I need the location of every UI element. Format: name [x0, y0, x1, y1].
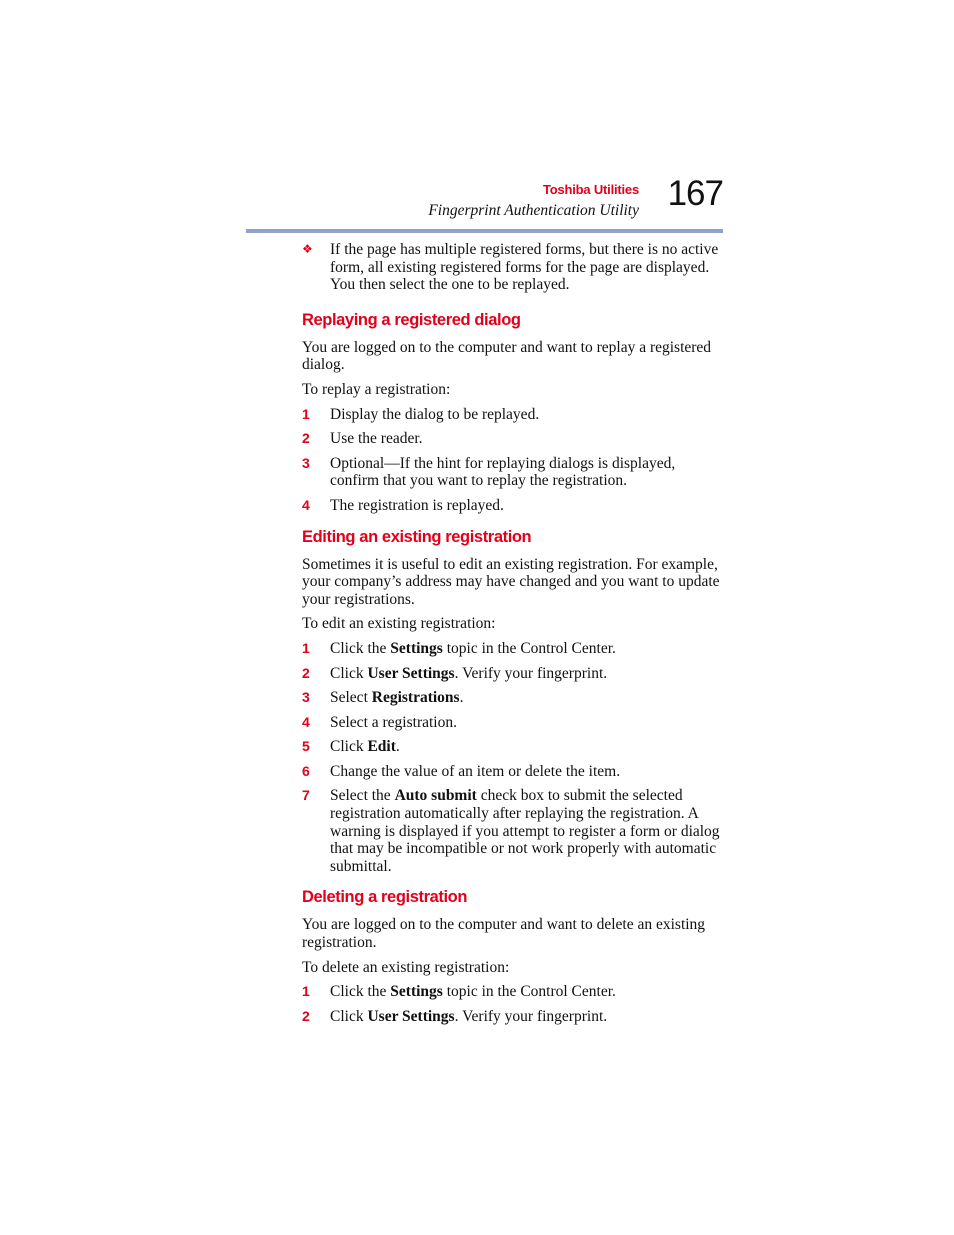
step-text-bold: Auto submit	[394, 787, 477, 805]
step-number: 2	[302, 1007, 310, 1024]
replaying-lead: To replay a registration:	[302, 380, 451, 398]
step-text-post: topic in the Control Center.	[442, 639, 616, 657]
header-section-title: Toshiba Utilities	[542, 182, 639, 197]
list-item	[302, 738, 723, 756]
step-text-bold: User Settings	[367, 1007, 455, 1025]
list-item	[302, 455, 723, 490]
step-text-post: .	[459, 689, 464, 707]
heading-replaying: Replaying a registered dialog	[302, 310, 521, 329]
step-text-pre: Click the	[330, 983, 391, 1001]
step-text: Optional—If the hint for replaying dialogs is displayed, confirm that you want to replay the registration.	[330, 454, 676, 490]
step-number: 3	[302, 454, 310, 471]
step-number: 1	[302, 983, 310, 1000]
editing-steps	[302, 640, 723, 876]
step-text-pre: Change the value of an item or delete the item.	[330, 762, 621, 780]
replaying-intro: You are logged on to the computer and want to replay a registered dialog.	[302, 338, 712, 374]
step-text-bold: Edit	[367, 738, 396, 756]
step-text-bold: Settings	[390, 639, 443, 657]
step-number: 6	[302, 762, 310, 779]
step-text-bold: Settings	[390, 983, 443, 1001]
step-text-pre: Click	[330, 1007, 368, 1025]
list-item	[302, 714, 723, 732]
step-number: 1	[302, 639, 310, 656]
step-text-pre: Click	[330, 664, 368, 682]
step-text-post: . Verify your fingerprint.	[454, 664, 608, 682]
page-number: 167	[667, 174, 723, 213]
step-text-bold: User Settings	[367, 664, 455, 682]
step-number: 1	[302, 405, 310, 422]
step-text-post: . Verify your fingerprint.	[454, 1007, 608, 1025]
header-rule	[246, 229, 723, 233]
step-number: 4	[302, 496, 310, 513]
replaying-steps	[302, 406, 723, 515]
header-subsection-title: Fingerprint Authentication Utility	[428, 202, 639, 219]
step-number: 2	[302, 664, 310, 681]
step-text-post: .	[395, 738, 400, 756]
step-text-post: check box to submit the selected registration automatically after replaying the registration. A warning is displayed if you attempt to register a form or dialog that may be incompatible or not work properly with automatic submittal.	[330, 787, 720, 875]
bullet-item	[302, 241, 723, 294]
deleting-intro: You are logged on to the computer and want to delete an existing registration.	[302, 916, 706, 952]
list-item	[302, 497, 723, 515]
step-number: 3	[302, 689, 310, 706]
list-item	[302, 406, 723, 424]
step-text-post: topic in the Control Center.	[442, 983, 616, 1001]
deleting-lead: To delete an existing registration:	[302, 958, 510, 976]
step-text: The registration is replayed.	[330, 496, 504, 514]
step-text-pre: Click	[330, 738, 368, 756]
list-item	[302, 640, 723, 658]
step-number: 2	[302, 430, 310, 447]
step-number: 4	[302, 713, 310, 730]
step-number: 5	[302, 738, 310, 755]
editing-intro: Sometimes it is useful to edit an existing registration. For example, your company’s address may have changed and you want to update your registrations.	[302, 555, 720, 608]
heading-deleting: Deleting a registration	[302, 888, 468, 907]
list-item	[302, 430, 723, 448]
step-text-pre: Select	[330, 689, 372, 707]
step-text-pre: Click the	[330, 639, 391, 657]
list-item	[302, 1008, 723, 1026]
list-item	[302, 689, 723, 707]
bullet-diamond-icon: ❖	[302, 242, 313, 256]
bullet-text: If the page has multiple registered forms, but there is no active form, all existing registered forms for the page are displayed. You then select the one to be replayed.	[330, 241, 719, 294]
list-item	[302, 983, 723, 1001]
step-text-bold: Registrations	[371, 689, 460, 707]
list-item	[302, 787, 723, 875]
list-item	[302, 665, 723, 683]
list-item	[302, 763, 723, 781]
step-number: 7	[302, 787, 310, 804]
deleting-steps	[302, 983, 723, 1025]
page-content	[302, 241, 723, 1037]
heading-editing: Editing an existing registration	[302, 527, 532, 546]
step-text: Display the dialog to be replayed.	[330, 405, 540, 423]
step-text: Use the reader.	[330, 430, 423, 448]
step-text-pre: Select the	[330, 787, 395, 805]
step-text-pre: Select a registration.	[330, 713, 457, 731]
editing-lead: To edit an existing registration:	[302, 615, 496, 633]
